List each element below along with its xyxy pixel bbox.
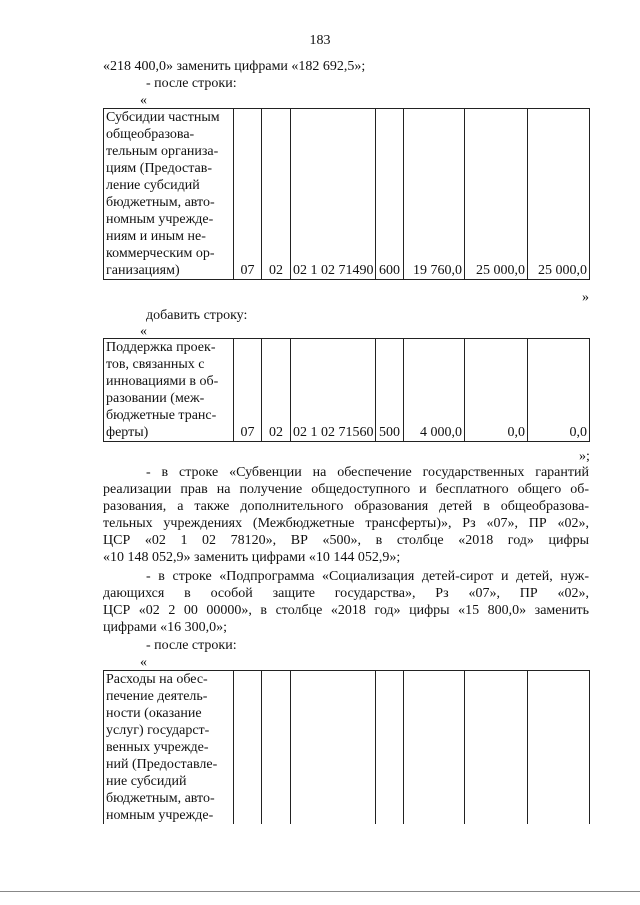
vr-cell: 600 bbox=[376, 109, 404, 280]
name-line: разовании (меж- bbox=[106, 391, 205, 406]
name-line: номным учрежде- bbox=[106, 808, 214, 823]
name-line: ниям и иным не- bbox=[106, 229, 206, 244]
name-line: услуг) государст- bbox=[106, 723, 210, 738]
name-line: Субсидии частным bbox=[106, 110, 220, 125]
name-line: ганизациям) bbox=[106, 263, 180, 278]
name-line: ление субсидий bbox=[106, 178, 200, 193]
amendment-paragraph-1 bbox=[103, 464, 589, 566]
name-line: бюджетным, авто- bbox=[106, 791, 215, 806]
value-cell-2018: 25 000,0 bbox=[465, 109, 528, 280]
value-cell-2017 bbox=[404, 671, 465, 825]
name-line: ферты) bbox=[106, 425, 149, 440]
value-cell-2017: 19 760,0 bbox=[404, 109, 465, 280]
value-cell-2018 bbox=[465, 671, 528, 825]
row-name-cell bbox=[104, 671, 234, 825]
budget-table-1 bbox=[103, 108, 590, 280]
table-row bbox=[104, 339, 590, 442]
value-cell-2018: 0,0 bbox=[465, 339, 528, 442]
name-line: Расходы на обес- bbox=[106, 672, 208, 687]
close-quote: » bbox=[582, 290, 589, 305]
pr-cell: 02 bbox=[262, 109, 291, 280]
name-line: циям (Предостав- bbox=[106, 161, 213, 176]
page-number: 183 bbox=[309, 33, 331, 48]
after-line-label: - после строки: bbox=[146, 76, 237, 91]
paragraph-line: реализации прав на получение общедоступного и бесплатного общего об- bbox=[103, 482, 589, 497]
pr-cell: 02 bbox=[262, 339, 291, 442]
replace-line: «218 400,0» заменить цифрами «182 692,5»; bbox=[103, 59, 366, 74]
table-row bbox=[104, 109, 590, 280]
value-cell-2017: 4 000,0 bbox=[404, 339, 465, 442]
name-line: тельным организа- bbox=[106, 144, 219, 159]
close-quote: »; bbox=[579, 449, 590, 464]
budget-table-2 bbox=[103, 338, 590, 442]
table-row bbox=[104, 671, 590, 825]
vr-cell bbox=[376, 671, 404, 825]
name-line: общеобразова- bbox=[106, 127, 195, 142]
name-line: ности (оказание bbox=[106, 706, 202, 721]
name-line: коммерческим ор- bbox=[106, 246, 215, 261]
paragraph-line: «10 148 052,9» заменить цифрами «10 144 052,9»; bbox=[103, 550, 401, 565]
after-line-label: - после строки: bbox=[146, 638, 237, 653]
pr-cell bbox=[262, 671, 291, 825]
rz-cell bbox=[234, 671, 262, 825]
name-line: венных учрежде- bbox=[106, 740, 209, 755]
open-quote: « bbox=[140, 93, 147, 108]
budget-table-3 bbox=[103, 670, 590, 824]
add-row-label: добавить строку: bbox=[146, 308, 248, 323]
value-cell-2019 bbox=[528, 671, 590, 825]
vr-cell: 500 bbox=[376, 339, 404, 442]
name-line: тов, связанных с bbox=[106, 357, 205, 372]
paragraph-line: дающихся в особой защите государства», Рз «07», ПР «02», bbox=[103, 586, 589, 601]
name-line: бюджетным, авто- bbox=[106, 195, 215, 210]
name-line: бюджетные транс- bbox=[106, 408, 217, 423]
page-bottom-edge bbox=[0, 891, 640, 892]
rz-cell: 07 bbox=[234, 109, 262, 280]
rz-cell: 07 bbox=[234, 339, 262, 442]
amendment-paragraph-2 bbox=[103, 568, 589, 636]
paragraph-line: цифрами «16 300,0»; bbox=[103, 620, 228, 635]
paragraph-line: разования, а также дополнительного образования детей в общеобразова- bbox=[103, 499, 589, 514]
name-line: ние субсидий bbox=[106, 774, 187, 789]
paragraph-line: ЦСР «02 2 00 00000», в столбце «2018 год» цифры «15 800,0» заменить bbox=[103, 603, 589, 618]
paragraph-line: - в строке «Подпрограмма «Социализация детей-сирот и детей, нуж- bbox=[146, 569, 589, 584]
name-line: печение деятель- bbox=[106, 689, 208, 704]
csr-cell bbox=[291, 671, 376, 825]
csr-cell: 02 1 02 71490 bbox=[291, 109, 376, 280]
open-quote: « bbox=[140, 324, 147, 339]
csr-cell: 02 1 02 71560 bbox=[291, 339, 376, 442]
name-line: ний (Предоставле- bbox=[106, 757, 218, 772]
name-line: инновациями в об- bbox=[106, 374, 219, 389]
value-cell-2019: 25 000,0 bbox=[528, 109, 590, 280]
value-cell-2019: 0,0 bbox=[528, 339, 590, 442]
paragraph-line: тельных учреждениях (Межбюджетные трансферты)», Рз «07», ПР «02», bbox=[103, 516, 589, 531]
row-name-cell bbox=[104, 339, 234, 442]
paragraph-line: - в строке «Субвенции на обеспечение государственных гарантий bbox=[146, 465, 589, 480]
row-name-cell bbox=[104, 109, 234, 280]
paragraph-line: ЦСР «02 1 02 78120», ВР «500», в столбце «2018 год» цифры bbox=[103, 533, 589, 548]
name-line: Поддержка проек- bbox=[106, 340, 216, 355]
name-line: номным учрежде- bbox=[106, 212, 214, 227]
open-quote: « bbox=[140, 655, 147, 670]
